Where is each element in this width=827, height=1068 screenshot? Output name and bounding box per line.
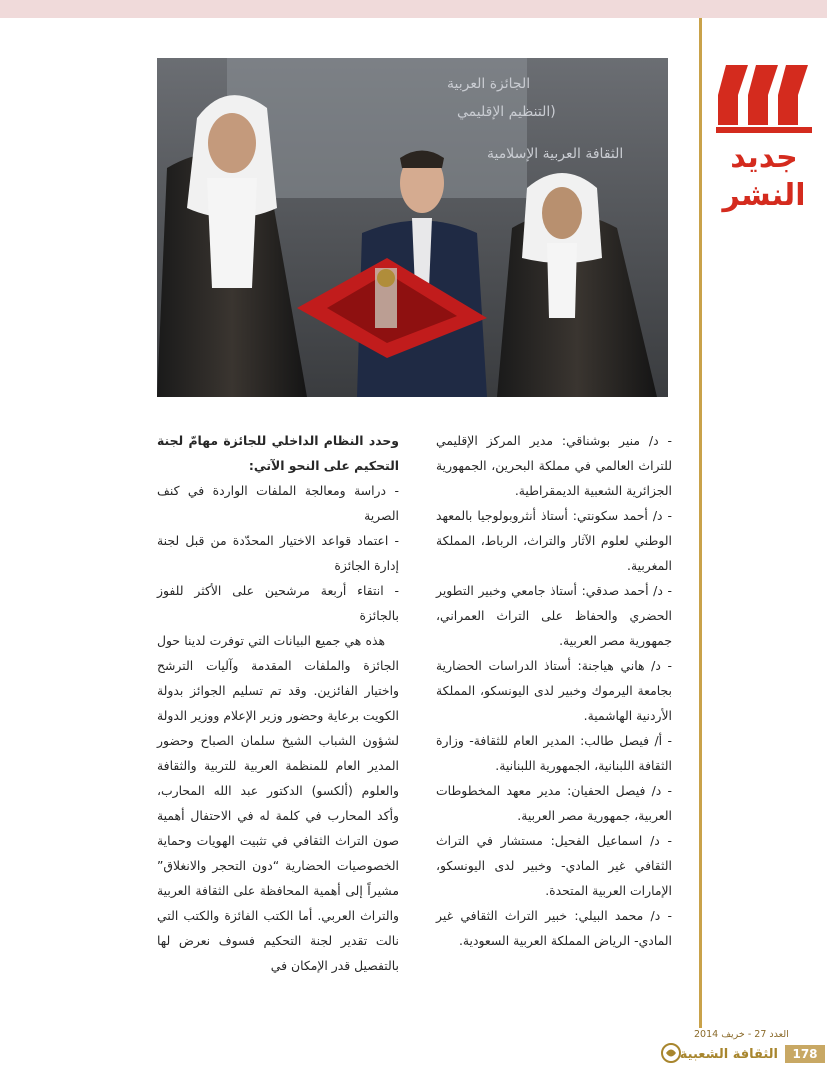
page-number: 178 <box>785 1045 825 1063</box>
issue-label: العدد 27 - خريف 2014 <box>694 1029 789 1040</box>
magazine-name: الثقافة الشعبية <box>679 1047 778 1062</box>
jury-tasks-intro: وحدد النظام الداخلي للجائزة مهامّ لجنة التحكيم على النحو الآتي: <box>157 433 399 473</box>
jury-task-1: - دراسة ومعالجة الملفات الواردة في كنف الصرية <box>157 483 399 523</box>
jury-member-2: - د/ أحمد سكونتي: أستاذ أنثروبولوجيا بالمعهد الوطني لعلوم الآثار والتراث، الرباط، المملكة المغربية. <box>436 508 672 573</box>
top-band <box>0 0 827 18</box>
jury-member-1: - د/ منير بوشناقي: مدير المركز الإقليمي للتراث العالمي في مملكة البحرين، الجمهورية الجزائرية الشعبية الديمقراطية. <box>436 433 672 498</box>
logo-line-2: النشر <box>722 178 806 213</box>
right-text-column <box>436 428 672 953</box>
body-paragraph: هذه هي جميع البيانات التي توفرت لدينا حول الجائزة والملفات المقدمة وآليات الترشح واختيار الفائزين. وقد تم تسليم الجوائز بدولة الكويت برعاية وحضور وزير الإعلام ووزير الدولة لشؤون الشباب الشيخ سلمان الصباح وحضور المدير العام للمنظمة العربية للتربية والثقافة والعلوم (ألكسو) الدكتور عبد الله المحارب، وأكد المحارب في كلمة له في الاحتفال أهمية صون التراث الثقافي في تثبيت الهويات وحماية الخصوصيات الحضارية “دون التحجر والانغلاق” مشيراً إلى أهمية المحافظة على الثقافة العربية والتراث العربي. أما الكتب الفائزة والكتب التي نالت تقدير لجنة التحكيم فسوف نعرض لها بالتفصيل قدر الإمكان في <box>157 633 399 973</box>
slide-text-2: (التنظيم الإقليمي <box>457 104 556 120</box>
jury-member-3: - د/ أحمد صدقي: أستاذ جامعي وخبير التطوير الحضري والحفاظ على التراث العمراني، جمهورية مصر العربية. <box>436 583 672 648</box>
jury-task-2: - اعتماد قواعد الاختيار المحدّدة من قبل لجنة إدارة الجائزة <box>157 533 399 573</box>
jury-member-4: - د/ هاني هياجنة: أستاذ الدراسات الحضارية بجامعة اليرموك وخبير لدى اليونسكو، المملكة الأردنية الهاشمية. <box>436 658 672 723</box>
column-divider-line <box>699 18 702 1028</box>
slide-text-1: الجائزة العربية <box>447 76 531 92</box>
jury-member-6: - د/ فيصل الحفيان: مدير معهد المخطوطات العربية، جمهورية مصر العربية. <box>436 783 672 823</box>
jury-member-5: - أ/ فيصل طالب: المدير العام للثقافة- وزارة الثقافة اللبنانية، الجمهورية اللبنانية. <box>436 733 672 773</box>
magazine-logo <box>660 1042 785 1064</box>
slide-text-3: الثقافة العربية الإسلامية <box>487 146 624 162</box>
left-text-column <box>157 428 399 978</box>
logo-line-1: جديد <box>730 140 798 175</box>
jury-member-7: - د/ اسماعيل الفحيل: مستشار في التراث الثقافي غير المادي- وخبير لدى اليونسكو، الإمارات العربية المتحدة. <box>436 833 672 898</box>
jury-member-8: - د/ محمد البيلي: خبير التراث الثقافي غير المادي- الرياض المملكة العربية السعودية. <box>436 908 672 948</box>
award-ceremony-photo <box>157 58 668 397</box>
jadeed-alnashr-logo <box>708 55 820 225</box>
jury-task-3: - انتقاء أربعة مرشحين على الأكثر للفوز بالجائزة <box>157 583 399 623</box>
